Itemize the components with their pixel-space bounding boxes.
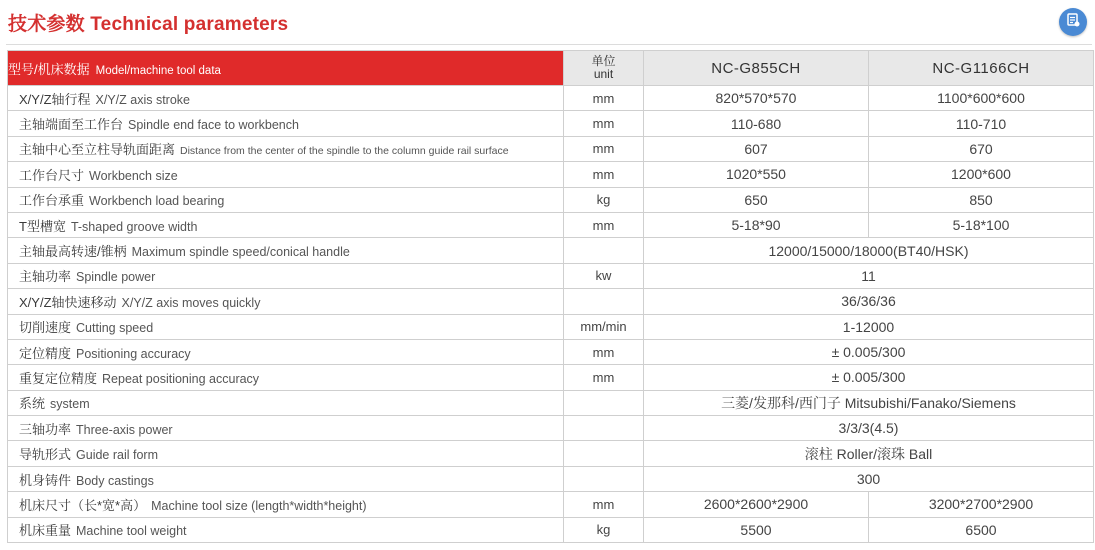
row-value-shared: 1-12000 [644,314,1094,339]
table-row [8,187,1094,212]
table-row [8,517,1094,542]
row-label-en: Spindle end face to workbench [128,118,299,133]
row-unit: mm [564,365,644,390]
table-row [8,136,1094,161]
row-label-en: Machine tool size (length*width*height) [151,498,367,513]
table-row [8,441,1094,466]
floating-document-icon [1065,12,1081,33]
table-row [8,416,1094,441]
row-value-shared: 300 [644,466,1094,491]
page-title: 技术参数 Technical parameters [8,14,289,35]
table-row [8,238,1094,263]
row-unit [564,416,644,441]
row-value-model-2: 670 [869,136,1094,161]
table-row [8,466,1094,491]
row-label-cn: 机床尺寸（长*宽*高） [19,497,147,513]
row-label-cn: 主轴中心至立柱导轨面距离 [19,142,176,158]
table-row [8,263,1094,288]
row-label-en: Body castings [76,473,154,488]
row-label-en: Guide rail form [76,448,158,463]
row-value-model-1: 820*570*570 [644,86,869,111]
row-value-model-2: 850 [869,187,1094,212]
row-unit: mm [564,136,644,161]
row-label-cn: 三轴功率 [19,421,72,437]
row-label-cn: 机身铸件 [19,472,72,488]
row-label [8,111,564,136]
header-model-1: NC-G855CH [644,51,869,86]
header-label-en: Model/machine tool data [95,64,221,77]
row-label [8,86,564,111]
row-label-en: Machine tool weight [76,524,187,539]
row-label [8,238,564,263]
row-label-en: Three-axis power [76,422,173,437]
table-header-row [8,51,1094,86]
row-label-cn: 工作台尺寸 [19,167,85,183]
row-label-en: Cutting speed [76,321,154,336]
row-value-shared: ± 0.005/300 [644,339,1094,364]
row-value-model-2: 1100*600*600 [869,86,1094,111]
row-value-model-2: 110-710 [869,111,1094,136]
technical-parameters-table [7,50,1094,543]
header-unit-en: unit [593,67,614,81]
row-label-cn: 主轴端面至工作台 [19,117,124,133]
row-label-en: T-shaped groove width [70,219,198,234]
row-unit: mm [564,339,644,364]
row-label [8,339,564,364]
row-value-shared: 滚柱 Roller/滚珠 Ball [644,441,1094,466]
row-value-model-2: 5-18*100 [869,212,1094,237]
row-value-model-1: 650 [644,187,869,212]
row-label [8,416,564,441]
row-unit [564,289,644,314]
row-label [8,441,564,466]
row-label-en: Spindle power [76,270,156,285]
row-label-en: Repeat positioning accuracy [102,371,260,386]
row-label-en: Workbench load bearing [89,194,225,209]
row-label [8,263,564,288]
row-label-en: X/Y/Z axis stroke [95,92,190,107]
row-unit [564,238,644,263]
row-label-en: Distance from the center of the spindle to the column guide rail surface [180,145,509,158]
header-label-cn: 型号/机床数据 [8,61,90,77]
table-row [8,339,1094,364]
row-unit: mm [564,111,644,136]
row-unit: kg [564,517,644,542]
row-label-cn: X/Y/Z轴行程 [19,91,91,107]
row-label-cn: 主轴最高转速/锥柄 [19,244,127,260]
row-label-cn: 定位精度 [19,345,72,361]
row-value-shared: ± 0.005/300 [644,365,1094,390]
row-value-shared: 3/3/3(4.5) [644,416,1094,441]
row-unit: kw [564,263,644,288]
row-label-cn: X/Y/Z轴快速移动 [19,294,117,310]
row-label [8,289,564,314]
header-unit-cell [564,51,644,86]
row-value-model-1: 2600*2600*2900 [644,492,869,517]
row-label-cn: 工作台承重 [19,193,85,209]
table-row [8,365,1094,390]
header-label-cell [8,51,564,86]
row-label [8,466,564,491]
title-divider [6,44,1092,45]
row-value-model-1: 607 [644,136,869,161]
row-label-cn: 机床重量 [19,523,72,539]
table-row [8,212,1094,237]
row-value-model-2: 6500 [869,517,1094,542]
header-unit-cn: 单位 [591,54,616,68]
row-value-model-1: 110-680 [644,111,869,136]
row-value-model-1: 5-18*90 [644,212,869,237]
row-label [8,162,564,187]
row-unit [564,466,644,491]
row-unit: mm [564,162,644,187]
table-row [8,86,1094,111]
row-unit [564,390,644,415]
row-label [8,187,564,212]
row-label-cn: 重复定位精度 [19,370,98,386]
row-label-en: Maximum spindle speed/conical handle [131,245,350,260]
row-value-model-2: 1200*600 [869,162,1094,187]
row-value-shared: 11 [644,263,1094,288]
row-label-en: X/Y/Z axis moves quickly [121,295,261,310]
row-label-en: Positioning accuracy [76,346,191,361]
row-label [8,314,564,339]
row-label-cn: 主轴功率 [19,269,72,285]
row-unit: mm [564,86,644,111]
floating-action-button[interactable] [1059,8,1087,36]
table-row [8,111,1094,136]
row-label-en: system [50,397,90,412]
row-value-shared: 三菱/发那科/西门子 Mitsubishi/Fanako/Siemens [644,390,1094,415]
row-label [8,517,564,542]
row-label-cn: 切削速度 [19,320,72,336]
table-row [8,162,1094,187]
table-row [8,314,1094,339]
row-unit: mm/min [564,314,644,339]
row-label-en: Workbench size [89,168,178,183]
row-label-cn: 导轨形式 [19,447,72,463]
row-label-cn: 系统 [19,396,46,412]
row-label [8,212,564,237]
row-value-shared: 12000/15000/18000(BT40/HSK) [644,238,1094,263]
header-model-2: NC-G1166CH [869,51,1094,86]
row-unit: mm [564,212,644,237]
table-row [8,492,1094,517]
row-unit: mm [564,492,644,517]
row-unit [564,441,644,466]
row-label [8,390,564,415]
row-value-shared: 36/36/36 [644,289,1094,314]
row-label [8,365,564,390]
row-value-model-1: 5500 [644,517,869,542]
row-label-cn: T型槽宽 [19,218,66,234]
row-value-model-2: 3200*2700*2900 [869,492,1094,517]
row-value-model-1: 1020*550 [644,162,869,187]
table-row [8,289,1094,314]
row-unit: kg [564,187,644,212]
table-row [8,390,1094,415]
row-label [8,136,564,161]
row-label [8,492,564,517]
